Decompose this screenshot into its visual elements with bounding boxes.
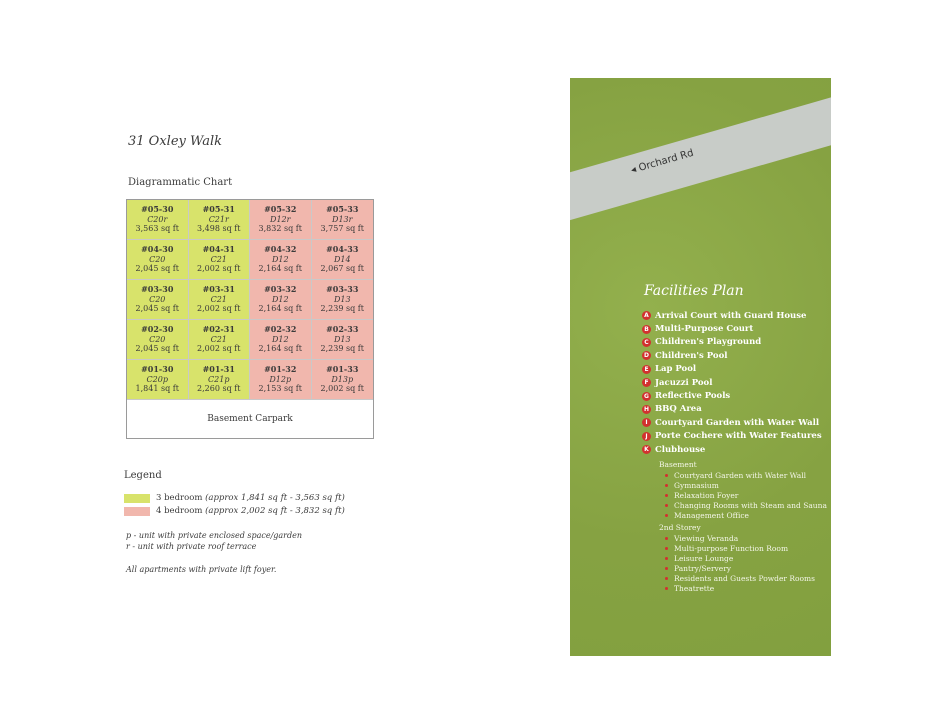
legend-range: (approx 2,002 sq ft - 3,832 sq ft) — [205, 506, 345, 516]
unit-unit: #03-33 — [326, 284, 359, 295]
sub-item — [659, 573, 815, 583]
unit-area: 3,498 sq ft — [197, 224, 241, 234]
unit-cell — [127, 280, 189, 320]
sub-heading: 2nd Storey — [659, 523, 701, 532]
road-label: ◂ Orchard Rd — [629, 147, 695, 177]
note-lift-foyer: All apartments with private lift foyer. — [126, 565, 277, 574]
second-storey-facilities — [659, 523, 815, 593]
unit-unit: #03-32 — [264, 284, 297, 295]
unit-area: 1,841 sq ft — [135, 384, 179, 394]
unit-type: C21 — [210, 254, 227, 264]
note-private-garden: p - unit with private enclosed space/garden — [126, 531, 303, 540]
unit-unit: #05-32 — [264, 204, 297, 215]
facility-badge: F — [642, 378, 651, 387]
bullet-icon — [665, 484, 668, 487]
legend-label: 3 bedroom — [156, 493, 203, 503]
grid-row — [127, 280, 373, 320]
sub-item-label: Courtyard Garden with Water Wall — [674, 470, 806, 480]
unit-cell — [312, 240, 374, 280]
facility-item — [642, 349, 822, 362]
sub-item — [659, 583, 815, 593]
unit-cell — [312, 280, 374, 320]
sub-item — [659, 500, 827, 510]
bullet-icon — [665, 567, 668, 570]
sub-item-label: Theatrette — [674, 583, 715, 593]
bullet-icon — [665, 504, 668, 507]
unit-type: D14 — [333, 254, 351, 264]
unit-unit: #02-31 — [202, 324, 235, 335]
facility-label: Reflective Pools — [655, 391, 731, 402]
unit-type: D13p — [331, 374, 354, 384]
unit-type: C20r — [147, 214, 168, 224]
facility-label: Jacuzzi Pool — [655, 377, 713, 388]
facility-item — [642, 336, 822, 349]
grid-row — [127, 240, 373, 280]
facility-label: BBQ Area — [655, 404, 702, 415]
facility-item — [642, 322, 822, 335]
legend-swatch-pink — [124, 507, 150, 516]
sub-item-label: Multi-purpose Function Room — [674, 543, 789, 553]
bullet-icon — [665, 494, 668, 497]
unit-unit: #03-31 — [202, 284, 235, 295]
facility-label: Lap Pool — [655, 364, 697, 375]
unit-unit: #04-30 — [141, 244, 174, 255]
sub-heading: Basement — [659, 460, 697, 469]
facility-item — [642, 430, 822, 443]
legend-label: 4 bedroom — [156, 506, 203, 516]
sub-item — [659, 510, 827, 520]
legend-4-bedroom — [124, 506, 345, 516]
unit-type: D12 — [271, 334, 289, 344]
sub-item-label: Management Office — [674, 510, 749, 520]
bullet-icon — [665, 514, 668, 517]
facility-item — [642, 376, 822, 389]
sub-item — [659, 470, 827, 480]
unit-area: 2,067 sq ft — [320, 264, 364, 274]
facility-label: Children's Pool — [655, 350, 728, 361]
facility-item — [642, 363, 822, 376]
unit-cell — [189, 360, 251, 400]
unit-area: 2,164 sq ft — [258, 304, 302, 314]
unit-unit: #01-31 — [202, 364, 235, 375]
bullet-icon — [665, 474, 668, 477]
facility-badge: E — [642, 365, 651, 374]
orchard-road — [570, 90, 831, 222]
unit-type: C21 — [210, 334, 227, 344]
unit-type: D13r — [332, 214, 353, 224]
unit-type: D13 — [333, 294, 351, 304]
unit-area: 2,002 sq ft — [197, 264, 241, 274]
unit-type: C20p — [146, 374, 168, 384]
unit-area: 2,164 sq ft — [258, 344, 302, 354]
unit-type: C21p — [208, 374, 230, 384]
facility-badge: J — [642, 432, 651, 441]
facility-badge: H — [643, 405, 650, 413]
legend-title: Legend — [124, 470, 162, 481]
facility-item — [642, 443, 822, 456]
unit-cell — [250, 240, 312, 280]
sub-item — [659, 480, 827, 490]
unit-cell — [312, 360, 374, 400]
unit-unit: #01-30 — [141, 364, 174, 375]
sub-item-label: Pantry/Servery — [674, 563, 732, 573]
bullet-icon — [665, 557, 668, 560]
unit-type: C21r — [208, 214, 229, 224]
facility-badge: B — [642, 325, 651, 334]
bullet-icon — [665, 537, 668, 540]
facility-label: Clubhouse — [655, 444, 706, 455]
sub-item — [659, 543, 815, 553]
chart-label: Diagrammatic Chart — [128, 177, 233, 188]
unit-area: 2,239 sq ft — [320, 304, 364, 314]
legend-swatch-green — [124, 494, 150, 503]
unit-area: 3,563 sq ft — [135, 224, 179, 234]
unit-unit: #02-33 — [326, 324, 359, 335]
unit-area: 3,757 sq ft — [320, 224, 364, 234]
page-title: 31 Oxley Walk — [128, 134, 223, 149]
unit-cell — [127, 240, 189, 280]
facility-label: Porte Cochere with Water Features — [655, 431, 822, 442]
facility-badge: D — [642, 351, 651, 360]
facility-label: Children's Playground — [655, 337, 762, 348]
unit-cell — [189, 200, 251, 240]
unit-area: 2,002 sq ft — [197, 304, 241, 314]
unit-type: D12 — [271, 254, 289, 264]
unit-area: 2,239 sq ft — [320, 344, 364, 354]
unit-type: D13 — [333, 334, 351, 344]
unit-unit: #04-32 — [264, 244, 297, 255]
unit-cell — [312, 200, 374, 240]
facility-badge: A — [642, 311, 651, 320]
unit-cell — [250, 200, 312, 240]
sub-item-label: Leisure Lounge — [674, 553, 734, 563]
sub-item-label: Residents and Guests Powder Rooms — [674, 573, 816, 583]
facilities-panel — [570, 78, 831, 656]
unit-cell — [250, 280, 312, 320]
sub-item-label: Relaxation Foyer — [674, 490, 739, 500]
facility-item — [642, 416, 822, 429]
unit-area: 2,002 sq ft — [320, 384, 364, 394]
unit-unit: #02-30 — [141, 324, 174, 335]
bullet-icon — [665, 587, 668, 590]
unit-cell — [189, 280, 251, 320]
unit-area: 2,002 sq ft — [197, 344, 241, 354]
grid-row — [127, 320, 373, 360]
unit-unit: #05-31 — [202, 204, 235, 215]
unit-area: 2,153 sq ft — [258, 384, 302, 394]
facilities-list — [642, 309, 822, 456]
sub-item-label: Gymnasium — [674, 480, 719, 490]
unit-unit: #05-30 — [141, 204, 174, 215]
unit-unit: #01-33 — [326, 364, 359, 375]
facility-item — [642, 403, 822, 416]
facility-badge: G — [642, 392, 651, 401]
bullet-icon — [665, 577, 668, 580]
sub-item — [659, 490, 827, 500]
facilities-title: Facilities Plan — [644, 283, 744, 299]
unit-type: D12 — [271, 294, 289, 304]
grid-row — [127, 200, 373, 240]
facility-badge: C — [642, 338, 651, 347]
unit-type: D12p — [269, 374, 292, 384]
unit-cell — [189, 240, 251, 280]
unit-area: 2,260 sq ft — [197, 384, 241, 394]
unit-unit: #02-32 — [264, 324, 297, 335]
unit-area: 2,164 sq ft — [258, 264, 302, 274]
unit-area: 2,045 sq ft — [135, 344, 179, 354]
basement-facilities — [659, 460, 827, 520]
basement-carpark: Basement Carpark — [127, 400, 373, 438]
unit-chart — [126, 199, 374, 439]
unit-unit: #01-32 — [264, 364, 297, 375]
grid-row — [127, 360, 373, 400]
unit-unit: #04-33 — [326, 244, 359, 255]
note-roof-terrace: r - unit with private roof terrace — [126, 542, 257, 551]
sub-item — [659, 533, 815, 543]
unit-type: C20 — [149, 294, 166, 304]
unit-area: 3,832 sq ft — [258, 224, 302, 234]
sub-item — [659, 553, 815, 563]
facility-item — [642, 309, 822, 322]
unit-type: D12r — [270, 214, 291, 224]
legend-range: (approx 1,841 sq ft - 3,563 sq ft) — [205, 493, 345, 503]
sub-item-label: Changing Rooms with Steam and Sauna — [674, 500, 827, 510]
facility-badge: K — [642, 445, 651, 454]
facility-label: Courtyard Garden with Water Wall — [655, 417, 820, 428]
unit-cell — [250, 360, 312, 400]
unit-cell — [127, 360, 189, 400]
unit-unit: #03-30 — [141, 284, 174, 295]
sub-item — [659, 563, 815, 573]
unit-cell — [312, 320, 374, 360]
unit-unit: #05-33 — [326, 204, 359, 215]
bullet-icon — [665, 547, 668, 550]
unit-cell — [127, 320, 189, 360]
unit-type: C20 — [149, 254, 166, 264]
facility-badge: I — [642, 418, 651, 427]
legend-3-bedroom — [124, 493, 345, 503]
unit-unit: #04-31 — [202, 244, 235, 255]
facility-label: Multi-Purpose Court — [655, 324, 754, 335]
unit-type: C20 — [149, 334, 166, 344]
unit-cell — [250, 320, 312, 360]
unit-area: 2,045 sq ft — [135, 304, 179, 314]
unit-type: C21 — [210, 294, 227, 304]
unit-cell — [189, 320, 251, 360]
facility-item — [642, 389, 822, 402]
facility-label: Arrival Court with Guard House — [655, 310, 807, 321]
unit-area: 2,045 sq ft — [135, 264, 179, 274]
unit-cell — [127, 200, 189, 240]
sub-item-label: Viewing Veranda — [674, 533, 739, 543]
